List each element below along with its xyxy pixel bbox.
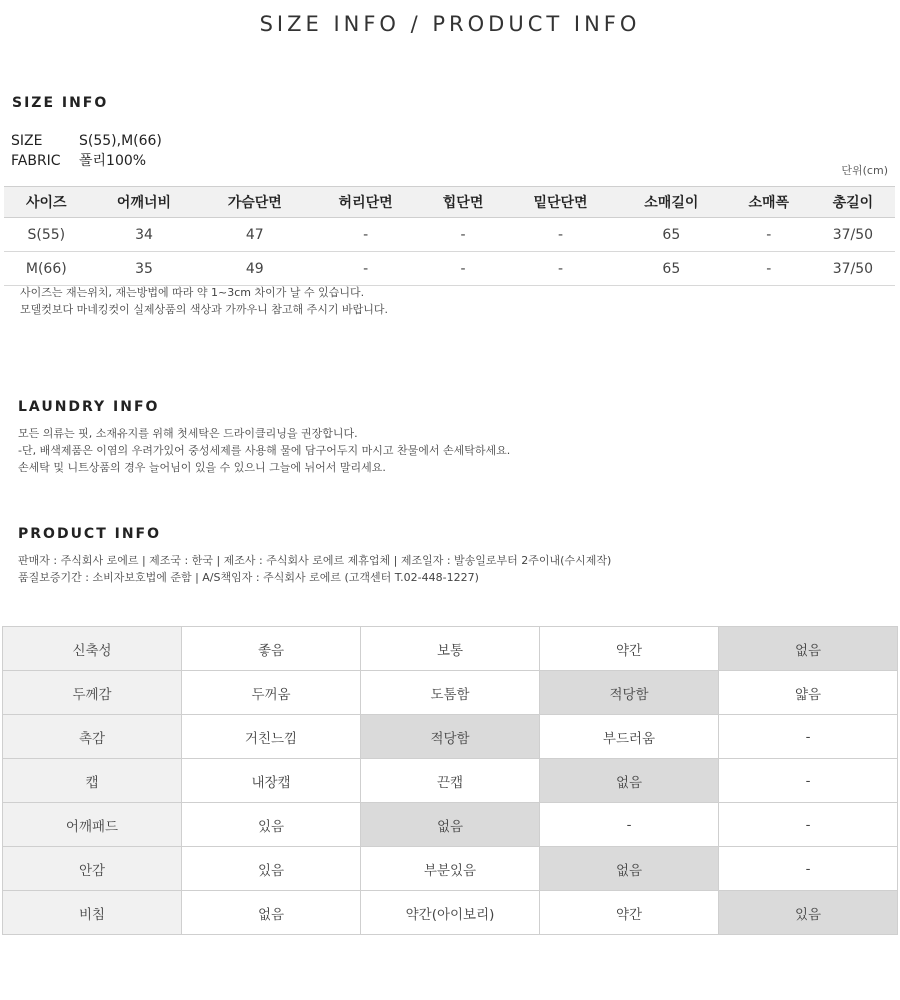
- property-option: 약간: [540, 891, 719, 935]
- property-label: 촉감: [3, 715, 182, 759]
- note-line: 품질보증기간 : 소비자보호법에 준함 | A/S책임자 : 주식회사 로에르 (고객센터 T.02-448-1227): [18, 571, 479, 584]
- property-label: 안감: [3, 847, 182, 891]
- property-row: [3, 803, 898, 847]
- fabric-value: 폴리100%: [79, 153, 147, 169]
- header-cell: 어깨너비: [89, 187, 200, 218]
- property-option: 있음: [182, 847, 361, 891]
- property-option: 부분있음: [361, 847, 540, 891]
- table-cell: 47: [199, 218, 310, 252]
- property-option: -: [719, 847, 898, 891]
- property-option-selected: 적당함: [540, 671, 719, 715]
- header-cell: 소매폭: [727, 187, 811, 218]
- size-label: SIZE: [11, 133, 43, 149]
- header-cell: 총길이: [811, 187, 895, 218]
- property-option: -: [719, 759, 898, 803]
- property-row: [3, 627, 898, 671]
- property-label: 비침: [3, 891, 182, 935]
- property-option-selected: 있음: [719, 891, 898, 935]
- table-cell: M(66): [4, 252, 89, 286]
- table-cell: 65: [616, 252, 727, 286]
- property-option: -: [719, 715, 898, 759]
- table-cell: 35: [89, 252, 200, 286]
- property-option: 두꺼움: [182, 671, 361, 715]
- size-notes: [20, 284, 388, 318]
- table-cell: S(55): [4, 218, 89, 252]
- note-line: 모델컷보다 마네킹컷이 실제상품의 색상과 가까우니 참고해 주시기 바랍니다.: [20, 303, 389, 316]
- property-option: 부드러움: [540, 715, 719, 759]
- property-label: 어깨패드: [3, 803, 182, 847]
- property-option: -: [540, 803, 719, 847]
- property-option: 끈캡: [361, 759, 540, 803]
- table-cell: -: [727, 218, 811, 252]
- note-line: -단, 배색제품은 이염의 우려가있어 중성세제를 사용해 물에 담구어두지 마시고 찬물에서 손세탁하세요.: [18, 444, 511, 457]
- header-cell: 허리단면: [310, 187, 421, 218]
- property-label: 캡: [3, 759, 182, 803]
- property-option-selected: 없음: [540, 847, 719, 891]
- property-row: [3, 715, 898, 759]
- property-option: 약간(아이보리): [361, 891, 540, 935]
- product-info-heading: PRODUCT INFO: [18, 526, 162, 542]
- table-cell: -: [505, 252, 616, 286]
- note-line: 사이즈는 재는위치, 재는방법에 따라 약 1~3cm 차이가 날 수 있습니다.: [20, 286, 365, 299]
- table-cell: -: [310, 218, 421, 252]
- property-label: 신축성: [3, 627, 182, 671]
- property-option-selected: 적당함: [361, 715, 540, 759]
- property-row: [3, 759, 898, 803]
- fabric-label: FABRIC: [11, 153, 61, 169]
- table-cell: 49: [199, 252, 310, 286]
- unit-note: 단위(cm): [841, 164, 888, 177]
- size-spec: [11, 133, 162, 149]
- table-row: [4, 218, 895, 252]
- property-label: 두께감: [3, 671, 182, 715]
- property-option-selected: 없음: [719, 627, 898, 671]
- table-cell: -: [421, 218, 505, 252]
- laundry-notes: [18, 425, 510, 476]
- size-info-heading: SIZE INFO: [12, 95, 109, 111]
- property-option: 좋음: [182, 627, 361, 671]
- property-option: 약간: [540, 627, 719, 671]
- page-title: SIZE INFO / PRODUCT INFO: [259, 12, 641, 36]
- header-cell: 가슴단면: [199, 187, 310, 218]
- size-table-header: [4, 187, 895, 218]
- table-cell: -: [421, 252, 505, 286]
- header-cell: 밑단단면: [505, 187, 616, 218]
- property-option: 거친느낌: [182, 715, 361, 759]
- header-cell: 소매길이: [616, 187, 727, 218]
- property-row: [3, 891, 898, 935]
- property-table: [2, 626, 898, 935]
- table-cell: -: [727, 252, 811, 286]
- header-cell: 힙단면: [421, 187, 505, 218]
- property-option: -: [719, 803, 898, 847]
- size-value: S(55),M(66): [79, 133, 162, 149]
- product-notes: [18, 552, 611, 586]
- table-cell: 37/50: [811, 252, 895, 286]
- property-option: 보통: [361, 627, 540, 671]
- note-line: 모든 의류는 핏, 소재유지를 위해 첫세탁은 드라이클리닝을 권장합니다.: [18, 427, 358, 440]
- property-option-selected: 없음: [361, 803, 540, 847]
- table-cell: 65: [616, 218, 727, 252]
- property-row: [3, 847, 898, 891]
- property-option: 있음: [182, 803, 361, 847]
- size-table: [4, 186, 895, 286]
- laundry-info-heading: LAUNDRY INFO: [18, 399, 160, 415]
- property-option: 없음: [182, 891, 361, 935]
- property-option-selected: 없음: [540, 759, 719, 803]
- table-cell: 37/50: [811, 218, 895, 252]
- header-cell: 사이즈: [4, 187, 89, 218]
- table-cell: -: [310, 252, 421, 286]
- table-cell: -: [505, 218, 616, 252]
- property-row: [3, 671, 898, 715]
- note-line: 판매자 : 주식회사 로에르 | 제조국 : 한국 | 제조사 : 주식회사 로에르 제휴업체 | 제조일자 : 발송일로부터 2주이내(수시제작): [18, 554, 612, 567]
- table-cell: 34: [89, 218, 200, 252]
- property-option: 도톰함: [361, 671, 540, 715]
- note-line: 손세탁 및 니트상품의 경우 늘어님이 있을 수 있으니 그늘에 뉘어서 말리세요.: [18, 461, 386, 474]
- fabric-spec: [11, 150, 146, 170]
- property-option: 얇음: [719, 671, 898, 715]
- table-row: [4, 252, 895, 286]
- property-option: 내장캡: [182, 759, 361, 803]
